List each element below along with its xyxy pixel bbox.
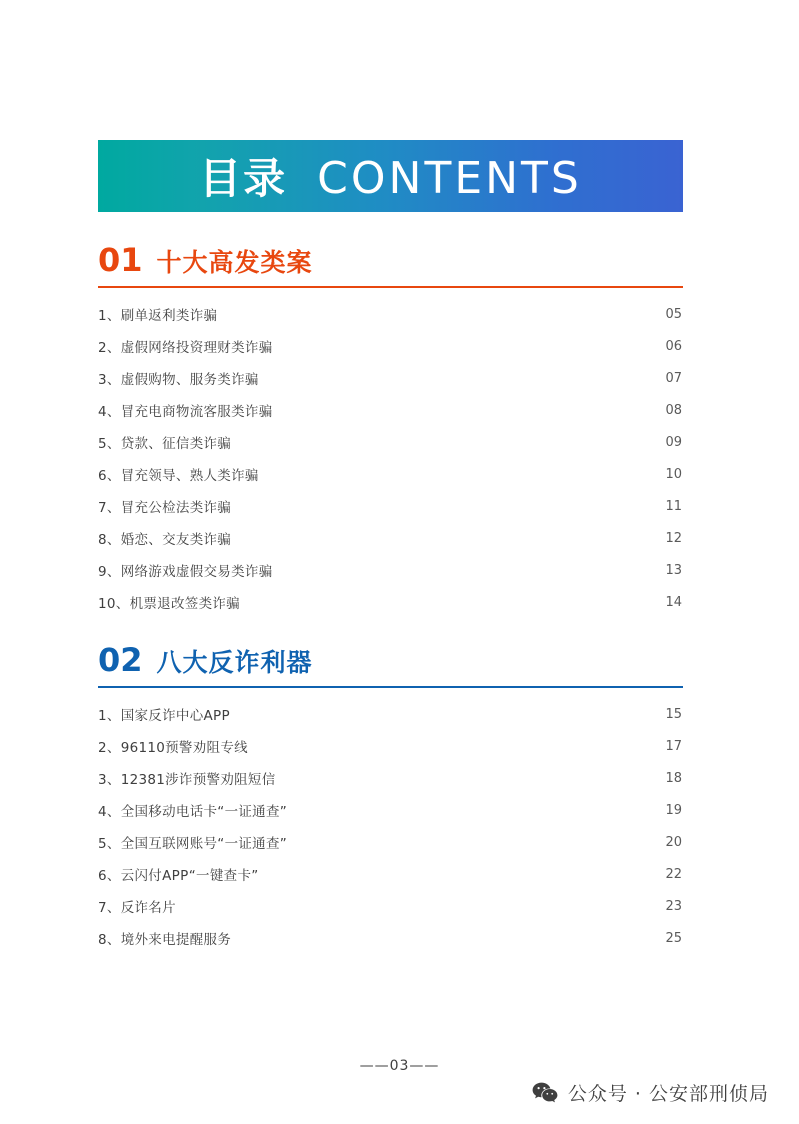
toc-entry[interactable] — [98, 394, 683, 426]
toc-entry[interactable] — [98, 298, 683, 330]
toc-entry-page: 06 — [665, 338, 682, 354]
toc-entry[interactable] — [98, 458, 683, 490]
toc-entry[interactable] — [98, 554, 683, 586]
wechat-credit — [532, 1079, 769, 1106]
toc-entry[interactable] — [98, 426, 683, 458]
toc-entry[interactable] — [98, 858, 683, 890]
toc-entry-label: 6、冒充领导、熟人类诈骗 — [98, 468, 259, 484]
section-02 — [98, 641, 683, 954]
banner-title-en: CONTENTS — [317, 153, 582, 204]
toc-entry-label: 6、云闪付APP“一键查卡” — [98, 868, 259, 884]
toc-entry-page: 17 — [665, 738, 682, 754]
toc-entry-label: 7、反诈名片 — [98, 900, 176, 916]
toc-entry[interactable] — [98, 330, 683, 362]
section-02-entries — [98, 698, 683, 954]
toc-entry[interactable] — [98, 826, 683, 858]
toc-entry-label: 8、婚恋、交友类诈骗 — [98, 532, 232, 548]
toc-entry-page: 14 — [665, 594, 682, 610]
section-01-divider — [98, 286, 683, 288]
section-01 — [98, 241, 683, 618]
toc-entry[interactable] — [98, 362, 683, 394]
section-01-heading — [98, 241, 683, 282]
toc-entry-page: 11 — [665, 498, 682, 514]
toc-entry-page: 23 — [665, 898, 682, 914]
toc-entry-label: 3、12381涉诈预警劝阻短信 — [98, 772, 276, 788]
toc-entry[interactable] — [98, 586, 683, 618]
section-01-title: 十大高发类案 — [156, 248, 313, 277]
section-02-number: 02 — [98, 641, 143, 679]
toc-entry-label: 9、网络游戏虚假交易类诈骗 — [98, 564, 273, 580]
toc-entry-label: 8、境外来电提醒服务 — [98, 932, 232, 948]
toc-entry-page: 10 — [665, 466, 682, 482]
toc-entry-page: 15 — [665, 706, 682, 722]
toc-entry-label: 5、贷款、征信类诈骗 — [98, 436, 232, 452]
toc-entry-page: 08 — [665, 402, 682, 418]
toc-entry-page: 09 — [665, 434, 682, 450]
section-02-title: 八大反诈利器 — [156, 648, 313, 677]
section-02-heading — [98, 641, 683, 682]
toc-entry-page: 20 — [665, 834, 682, 850]
toc-entry[interactable] — [98, 490, 683, 522]
wechat-label: 公众号 · 公安部刑侦局 — [567, 1083, 769, 1105]
banner-title-cn: 目录 — [199, 154, 288, 203]
section-01-number: 01 — [98, 241, 143, 279]
contents-banner — [98, 140, 683, 212]
toc-entry[interactable] — [98, 922, 683, 954]
toc-entry-page: 05 — [665, 306, 682, 322]
toc-entry-label: 2、虚假网络投资理财类诈骗 — [98, 340, 273, 356]
section-01-entries — [98, 298, 683, 618]
toc-entry-label: 10、机票退改签类诈骗 — [98, 596, 240, 612]
toc-entry-page: 13 — [665, 562, 682, 578]
toc-entry-page: 12 — [665, 530, 682, 546]
toc-entry-label: 5、全国互联网账号“一证通查” — [98, 836, 288, 852]
toc-entry[interactable] — [98, 522, 683, 554]
toc-entry[interactable] — [98, 762, 683, 794]
toc-entry[interactable] — [98, 698, 683, 730]
toc-entry-label: 2、96110预警劝阻专线 — [98, 740, 248, 756]
toc-entry[interactable] — [98, 794, 683, 826]
banner-text — [199, 146, 582, 206]
wechat-icon — [532, 1082, 558, 1104]
toc-entry-page: 18 — [665, 770, 682, 786]
toc-entry[interactable] — [98, 730, 683, 762]
toc-entry[interactable] — [98, 890, 683, 922]
toc-entry-label: 7、冒充公检法类诈骗 — [98, 500, 232, 516]
toc-entry-page: 22 — [665, 866, 682, 882]
toc-entry-label: 1、国家反诈中心APP — [98, 708, 230, 724]
page-folio: ——03—— — [359, 1058, 440, 1074]
toc-entry-page: 25 — [665, 930, 682, 946]
toc-entry-label: 4、冒充电商物流客服类诈骗 — [98, 404, 273, 420]
toc-entry-label: 4、全国移动电话卡“一证通查” — [98, 804, 288, 820]
toc-entry-label: 3、虚假购物、服务类诈骗 — [98, 372, 259, 388]
toc-entry-page: 07 — [665, 370, 682, 386]
toc-entry-label: 1、刷单返利类诈骗 — [98, 308, 218, 324]
section-02-divider — [98, 686, 683, 688]
toc-entry-page: 19 — [665, 802, 682, 818]
